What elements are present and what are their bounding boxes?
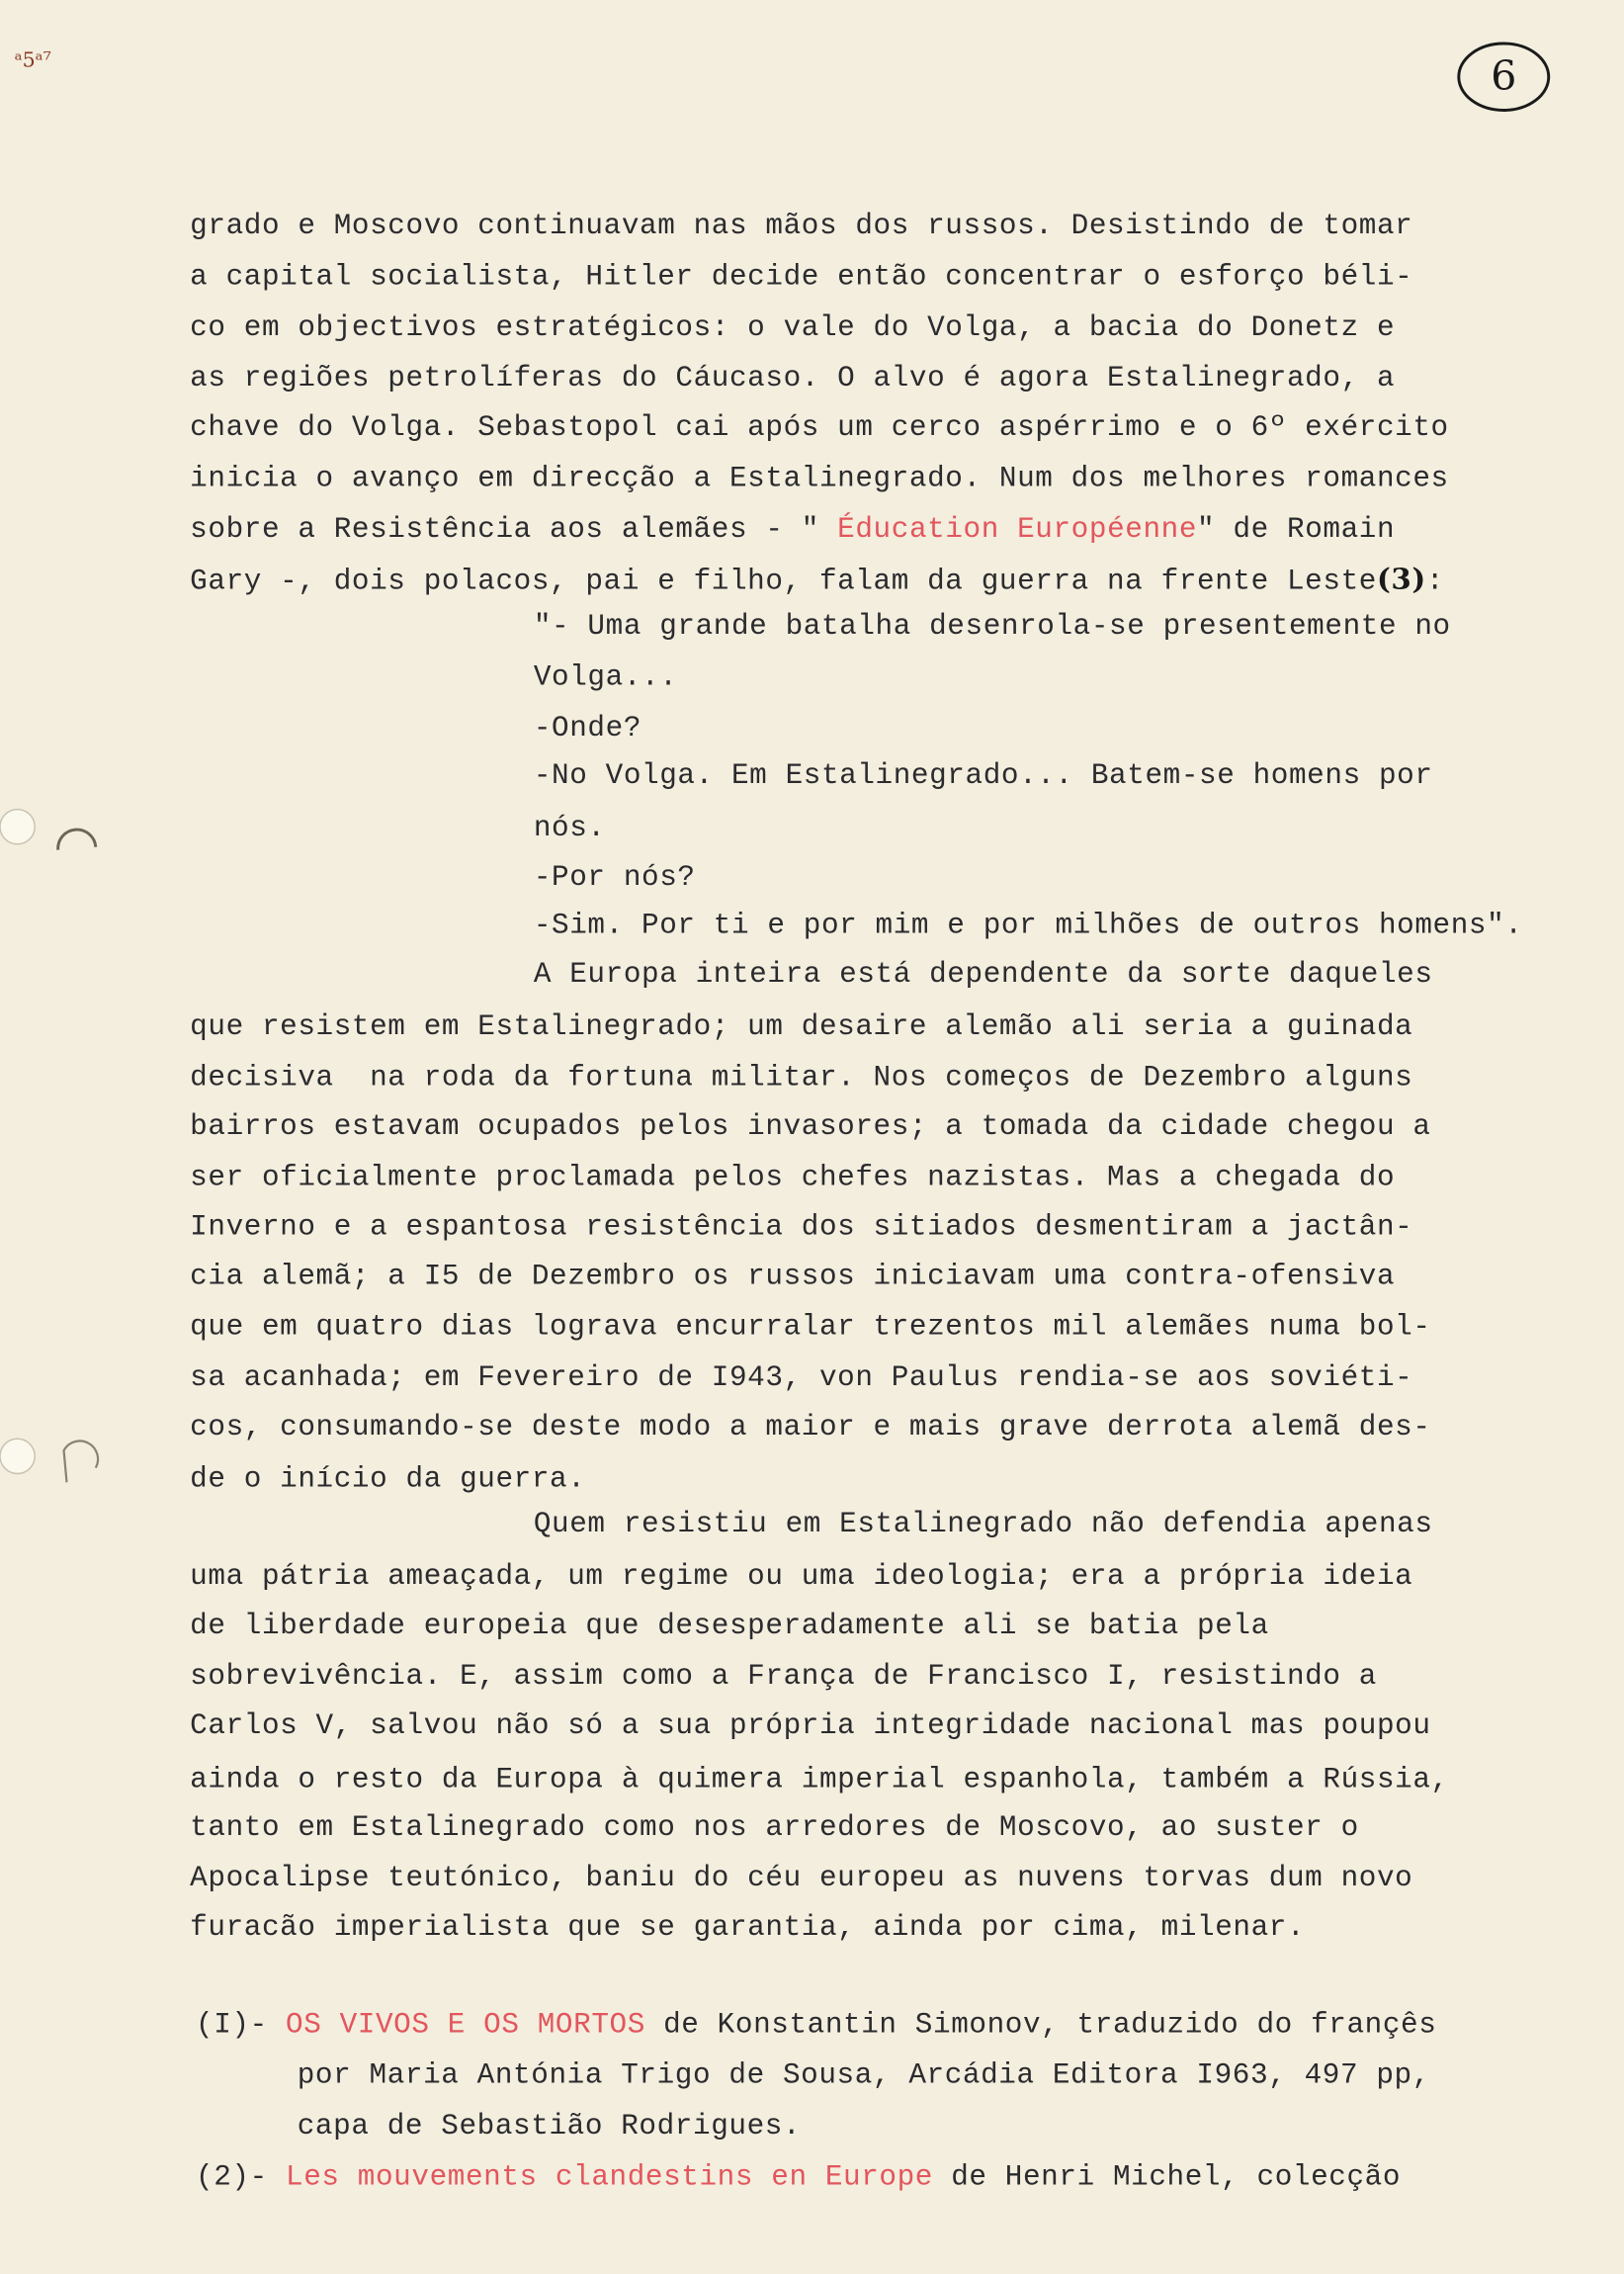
body-line <box>534 861 696 896</box>
body-line <box>534 712 641 746</box>
text-segment: sa acanhada; em Fevereiro de I943, von Paulus rendia-se aos soviéti- <box>190 1361 1413 1396</box>
body-line <box>190 412 1449 447</box>
text-segment: ser oficialmente proclamada pelos chefes nazistas. Mas a chegada do <box>190 1162 1396 1195</box>
text-segment: inicia o avanço em direcção a Estalinegrado. Num dos melhores romances <box>190 462 1449 496</box>
body-line <box>190 363 1395 397</box>
text-segment: -Por nós? <box>533 861 696 896</box>
text-segment: as regiões petrolíferas do Cáucaso. O alvo é agora Estalinegrado, a <box>190 362 1396 396</box>
text-segment: que em quatro dias lograva encurralar trezentos mil alemães numa bol- <box>190 1311 1431 1345</box>
body-line <box>190 1261 1395 1295</box>
text-segment: " de Romain <box>1197 513 1396 548</box>
text-segment: por Maria Antónia Trigo de Sousa, Arcádia Editora I963, 497 pp, <box>297 2059 1430 2093</box>
punch-hole-mark <box>0 807 116 865</box>
text-segment: bairros estavam ocupados pelos invasores; a tomada da cidade chegou a <box>190 1110 1431 1145</box>
text-segment: -Sim. Por ti e por mim e por milhões de outros homens". <box>533 909 1523 943</box>
text-segment: -Onde? <box>533 712 642 746</box>
title-reference: OS VIVOS E OS MORTOS <box>286 2008 645 2043</box>
body-line <box>190 1863 1412 1897</box>
text-segment: a capital socialista, Hitler decide então concentrar o esforço béli- <box>190 261 1413 295</box>
footnote-line <box>298 2059 1430 2094</box>
text-segment: furacão imperialista que se garantia, ainda por cima, milenar. <box>190 1911 1306 1946</box>
body-line <box>190 1162 1395 1196</box>
body-line <box>190 1010 1412 1045</box>
text-segment: Apocalipse teutónico, baniu do céu europeu as nuvens torvas dum novo <box>190 1862 1413 1896</box>
page-corner-mark: ᵃ5ᵃ⁷ <box>14 48 51 73</box>
body-line <box>534 661 678 696</box>
text-segment: -No Volga. Em Estalinegrado... Batem-se homens por <box>533 759 1433 794</box>
body-line <box>190 1463 585 1498</box>
text-segment: co em objectivos estratégicos: o vale do Volga, a bacia do Donetz e <box>190 311 1396 346</box>
text-segment: que resistem em Estalinegrado; um desaire alemão ali seria a guinada <box>190 1010 1413 1045</box>
body-line <box>190 1912 1305 1947</box>
text-segment: tanto em Estalinegrado como nos arredores de Moscovo, ao suster o <box>190 1811 1359 1846</box>
text-segment: : <box>1425 566 1445 599</box>
handwritten-footnote-mark: (3) <box>1376 561 1426 596</box>
page-number-circle <box>1456 40 1552 115</box>
body-line <box>534 959 1433 994</box>
body-line <box>534 1509 1433 1543</box>
text-segment: nós. <box>533 812 606 846</box>
text-segment: Quem resistiu em Estalinegrado não defendia apenas <box>533 1508 1433 1542</box>
body-line <box>534 910 1523 944</box>
text-segment: capa de Sebastião Rodrigues. <box>297 2110 802 2144</box>
title-reference: Éducation Européenne <box>837 513 1198 548</box>
text-segment: de o início da guerra. <box>190 1463 586 1497</box>
text-segment: (2)- <box>196 2160 287 2195</box>
text-segment: ainda o resto da Europa à quimera imperial espanhola, também a Rússia, <box>190 1763 1449 1797</box>
text-segment: sobrevivência. E, assim como a França de Francisco I, resistindo a <box>190 1660 1377 1695</box>
text-segment: Inverno e a espantosa resistência dos sitiados desmentiram a jactân- <box>190 1210 1413 1245</box>
body-line <box>190 1811 1359 1846</box>
body-line <box>190 463 1449 497</box>
text-segment: de liberdade europeia que desesperadamente ali se batia pela <box>190 1610 1269 1644</box>
text-segment: cos, consumando-se deste modo a maior e mais grave derrota alemã des- <box>190 1411 1431 1445</box>
text-segment: A Europa inteira está dependente da sorte daqueles <box>533 958 1433 993</box>
body-line <box>190 211 1412 245</box>
body-line <box>190 261 1412 296</box>
body-line <box>190 1661 1377 1696</box>
text-segment: de Henri Michel, colecção <box>933 2160 1402 2195</box>
body-line <box>190 311 1395 346</box>
footnote-line <box>196 2161 1401 2196</box>
body-line <box>190 1111 1430 1146</box>
text-segment: grado e Moscovo continuavam nas mãos dos russos. Desistindo de tomar <box>190 210 1413 244</box>
text-segment: de Konstantin Simonov, traduzido do françês <box>644 2008 1437 2043</box>
text-segment: Carlos V, salvou não só a sua própria integridade nacional mas poupou <box>190 1709 1431 1744</box>
body-line <box>190 513 1395 548</box>
body-line <box>190 1311 1430 1346</box>
punch-hole-mark <box>0 1436 116 1494</box>
text-segment: "- Uma grande batalha desenrola-se presentemente no <box>533 610 1451 645</box>
text-segment: (I)- <box>196 2008 287 2043</box>
text-segment: Gary -, dois polacos, pai e filho, falam da guerra na frente Leste <box>190 566 1377 599</box>
body-line <box>190 562 1444 601</box>
text-segment: decisiva na roda da fortuna militar. Nos começos de Dezembro alguns <box>190 1061 1413 1095</box>
body-line <box>534 760 1433 795</box>
body-line <box>190 1411 1430 1445</box>
body-line <box>190 1560 1412 1595</box>
text-segment: uma pátria ameaçada, um regime ou uma ideologia; era a própria ideia <box>190 1560 1413 1595</box>
footnote-line <box>196 2009 1436 2044</box>
body-line <box>190 1710 1430 1745</box>
body-line <box>190 1362 1412 1397</box>
body-line <box>190 1610 1269 1644</box>
text-segment: cia alemã; a I5 de Dezembro os russos iniciavam uma contra-ofensiva <box>190 1260 1396 1294</box>
footnote-line <box>298 2110 801 2144</box>
text-segment: sobre a Resistência aos alemães - " <box>190 513 838 548</box>
body-line <box>190 1211 1412 1246</box>
body-line <box>190 1764 1449 1798</box>
body-line <box>190 1062 1412 1096</box>
text-segment: chave do Volga. Sebastopol cai após um cerco aspérrimo e o 6º exército <box>190 411 1449 446</box>
body-line <box>534 611 1451 646</box>
body-line <box>534 813 606 847</box>
text-segment: Volga... <box>533 660 678 695</box>
title-reference: Les mouvements clandestins en Europe <box>286 2160 934 2195</box>
page-number: 6 <box>1491 51 1517 100</box>
